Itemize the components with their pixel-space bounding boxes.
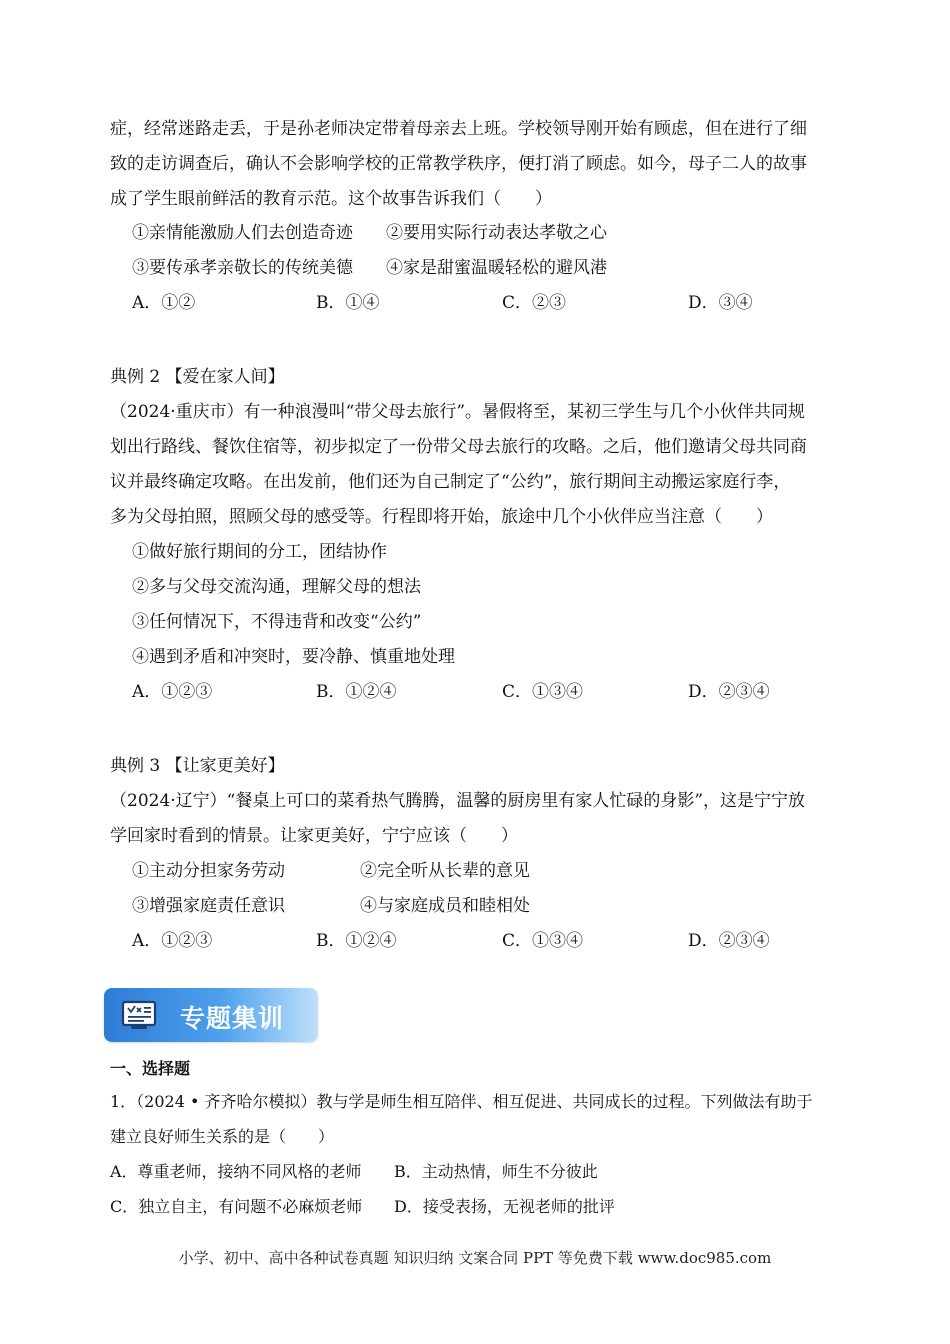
answer-option: C．①③④ <box>502 682 584 702</box>
question-text-line: 多为父母拍照，照顾父母的感受等。行程即将开始，旅途中几个小伙伴应当注意（ ） <box>110 507 773 527</box>
statement-item: ②多与父母交流沟通，理解父母的想法 <box>132 577 421 597</box>
answer-option: D．②③④ <box>688 931 770 951</box>
statement-item: ④家是甜蜜温暖轻松的避风港 <box>386 258 607 278</box>
answer-option: D．③④ <box>688 293 753 313</box>
statement-item: ④遇到矛盾和冲突时，要冷静、慎重地处理 <box>132 647 455 667</box>
answer-option: C．①③④ <box>502 931 584 951</box>
question-text-line: 学回家时看到的情景。让家更美好，宁宁应该（ ） <box>110 826 518 846</box>
example-heading: 典例 2 【爱在家人间】 <box>110 367 285 387</box>
statement-item: ③任何情况下，不得违背和改变“公约” <box>132 612 422 632</box>
section-title: 一、选择题 <box>110 1059 191 1078</box>
answer-option: B．①④ <box>316 293 380 313</box>
statement-item: ②完全听从长辈的意见 <box>360 861 530 881</box>
answer-option: A．①②③ <box>132 931 213 951</box>
answer-option: C．②③ <box>502 293 567 313</box>
question-text-line: 划出行路线、餐饮住宿等，初步拟定了一份带父母去旅行的攻略。之后，他们邀请父母共同商 <box>110 437 807 457</box>
question-text-line: 成了学生眼前鲜活的教育示范。这个故事告诉我们（ ） <box>110 189 552 209</box>
question-text-line: 1．（2024 • 齐齐哈尔模拟）教与学是师生相互陪伴、相互促进、共同成长的过程。下列做法有助于 <box>110 1092 813 1111</box>
answer-option: D．接受表扬，无视老师的批评 <box>394 1197 615 1216</box>
question-text-line: 症，经常迷路走丢，于是孙老师决定带着母亲去上班。学校领导刚开始有顾虑，但在进行了细 <box>110 119 807 139</box>
section-banner <box>104 988 318 1042</box>
banner-title: 专题集训 <box>180 1004 285 1033</box>
page-footer: 小学、初中、高中各种试卷真题 知识归纳 文案合同 PPT 等免费下载 www.doc985.com <box>178 1249 772 1267</box>
statement-item: ③要传承孝亲敬长的传统美德 <box>132 258 353 278</box>
answer-option: A．尊重老师，接纳不同风格的老师 <box>110 1162 362 1181</box>
statement-item: ②要用实际行动表达孝敬之心 <box>386 223 607 243</box>
answer-option: C．独立自主，有问题不必麻烦老师 <box>110 1197 363 1216</box>
question-text-line: 议并最终确定攻略。在出发前，他们还为自己制定了“公约”，旅行期间主动搬运家庭行李， <box>110 472 791 492</box>
statement-item: ①主动分担家务劳动 <box>132 861 285 881</box>
example-heading: 典例 3 【让家更美好】 <box>110 756 285 776</box>
answer-option: A．①②③ <box>132 682 213 702</box>
statement-item: ③增强家庭责任意识 <box>132 896 285 916</box>
statement-item: ①亲情能激励人们去创造奇迹 <box>132 223 353 243</box>
answer-option: D．②③④ <box>688 682 770 702</box>
document-board-icon <box>120 999 158 1031</box>
answer-option: B．①②④ <box>316 682 397 702</box>
question-text-line: 建立良好师生关系的是（ ） <box>110 1127 335 1146</box>
answer-option: B．①②④ <box>316 931 397 951</box>
question-text-line: 致的走访调查后，确认不会影响学校的正常教学秩序，便打消了顾虑。如今，母子二人的故事 <box>110 154 807 174</box>
statement-item: ④与家庭成员和睦相处 <box>360 896 530 916</box>
answer-option: A．①② <box>132 293 196 313</box>
question-text-line: （2024·辽宁）“餐桌上可口的菜肴热气腾腾，温馨的厨房里有家人忙碌的身影”，这是宁宁放 <box>110 791 806 811</box>
statement-item: ①做好旅行期间的分工，团结协作 <box>132 542 387 562</box>
answer-option: B．主动热情，师生不分彼此 <box>394 1162 598 1181</box>
question-text-line: （2024·重庆市）有一种浪漫叫“带父母去旅行”。暑假将至，某初三学生与几个小伙伴共同规 <box>110 402 806 422</box>
